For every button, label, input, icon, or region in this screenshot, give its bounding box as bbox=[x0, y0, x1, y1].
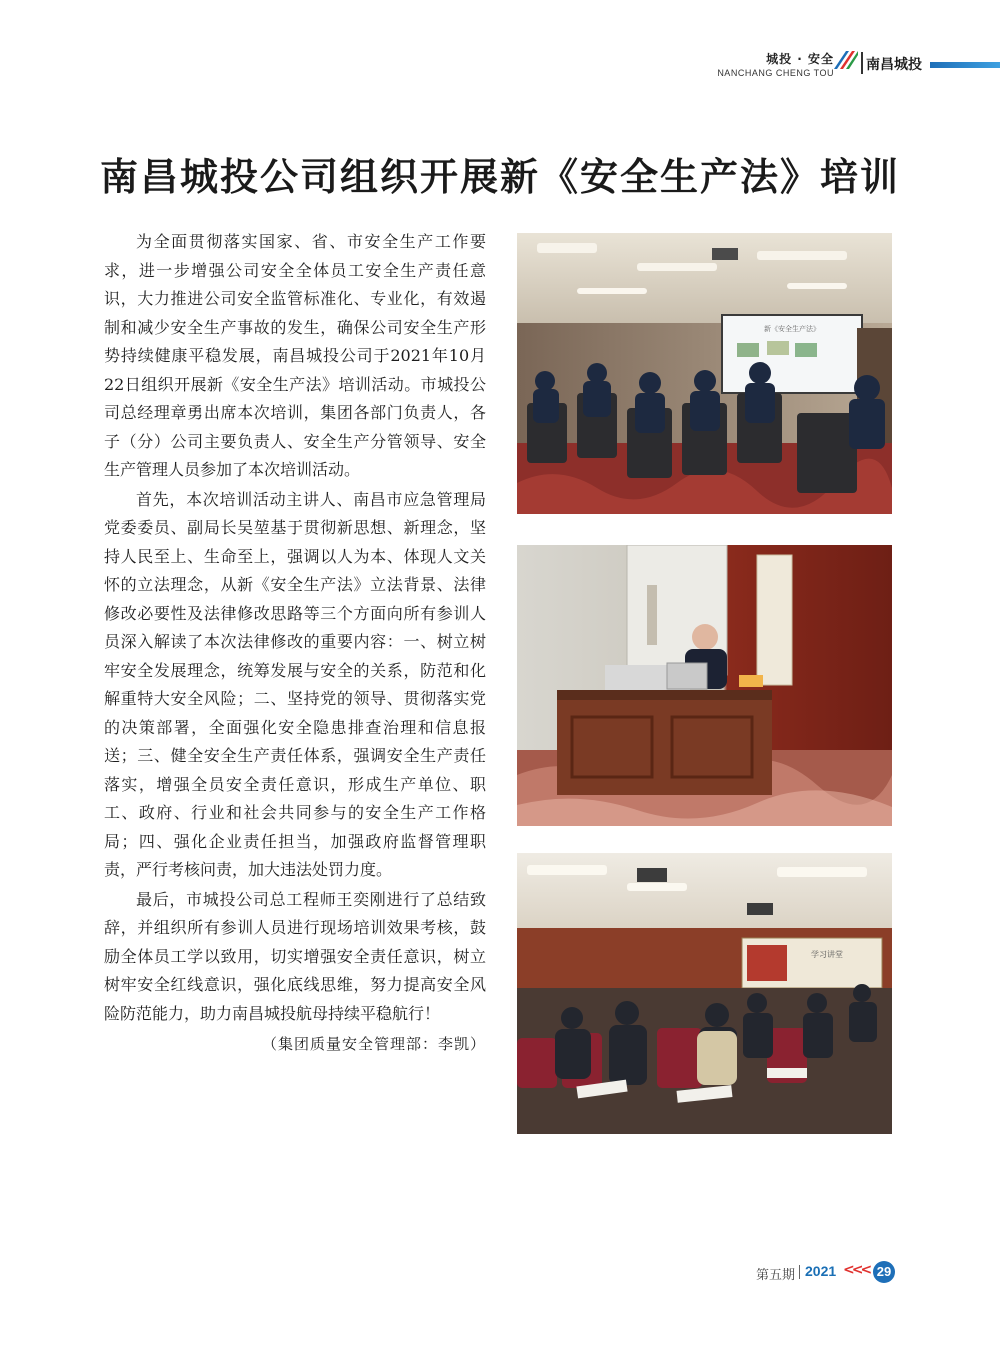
chengtou-logo-icon bbox=[832, 47, 858, 73]
header-brand: 南昌城投 bbox=[866, 57, 922, 73]
speaker-podium-photo bbox=[517, 545, 892, 826]
article-paragraph: 首先，本次培训活动主讲人、南昌市应急管理局党委委员、副局长吴堃基于贯彻新思想、新理念，坚持人民至上、生命至上，强调以人为本、体现人文关怀的立法理念，从新《安全生产法》立法背景、法律修改必要性及法律修改思路等三个方面向所有参训人员深入解读了本次法律修改的重要内容：一、树立树牢安全发展理念，统筹发展与安全的关系，防范和化解重特大安全风险；二、坚持党的领导、贯彻落实党的决策部署，全面强化安全隐患排查治理和信息报送；三、健全安全生产责任体系，强调安全生产责任落实，增强全员安全责任意识，形成生产单位、职工、政府、行业和社会共同参与的安全生产工作格局；四、强化企业责任担当，加强政府监督管理职责，严行考核问责，加大违法处罚力度。 bbox=[104, 489, 486, 879]
article-signature: （集团质量安全管理部：李凯） bbox=[261, 1035, 486, 1053]
hall-banner-text: 学习讲堂 bbox=[811, 950, 843, 959]
screen-caption: 新《安全生产法》 bbox=[764, 325, 820, 333]
footer-divider bbox=[799, 1265, 800, 1279]
header-section-cn: 城投 · 安全 bbox=[766, 52, 834, 66]
page-header bbox=[0, 44, 1000, 84]
header-section-label bbox=[717, 50, 834, 78]
header-divider bbox=[861, 52, 863, 74]
header-section-en: NANCHANG CHENG TOU bbox=[717, 68, 834, 78]
issue-year: 2021 bbox=[805, 1263, 837, 1279]
article-paragraph: 最后，市城投公司总工程师王奕刚进行了总结致辞，并组织所有参训人员进行现场培训效果考核，鼓励全体员工学以致用，切实增强安全责任意识，树立树牢安全红线意识，强化底线思维，努力提高安全风险防范能力，助力南昌城投航母持续平稳航行！ bbox=[104, 889, 486, 1023]
chevrons-icon: <<< bbox=[843, 1262, 870, 1278]
audience-notes-photo bbox=[517, 853, 892, 1134]
issue-label: 第五期 bbox=[755, 1268, 795, 1283]
header-accent-line bbox=[930, 62, 1000, 68]
article-body bbox=[104, 228, 486, 1058]
article-title: 南昌城投公司组织开展新《安全生产法》培训 bbox=[99, 155, 900, 199]
page-footer bbox=[0, 1260, 1000, 1284]
article-paragraph: 为全面贯彻落实国家、省、市安全生产工作要求，进一步增强公司安全全体员工安全生产责任意识，大力推进公司安全监管标准化、专业化，有效遏制和减少安全生产事故的发生，确保公司安全生产形势持续健康平稳发展，南昌城投公司于2021年10月22日组织开展新《安全生产法》培训活动。市城投公司总经理章勇出席本次培训，集团各部门负责人，各子（分）公司主要负责人、安全生产分管领导、安全生产管理人员参加了本次培训活动。 bbox=[104, 232, 486, 479]
training-hall-photo bbox=[517, 233, 892, 514]
page-number: 29 bbox=[873, 1261, 895, 1283]
